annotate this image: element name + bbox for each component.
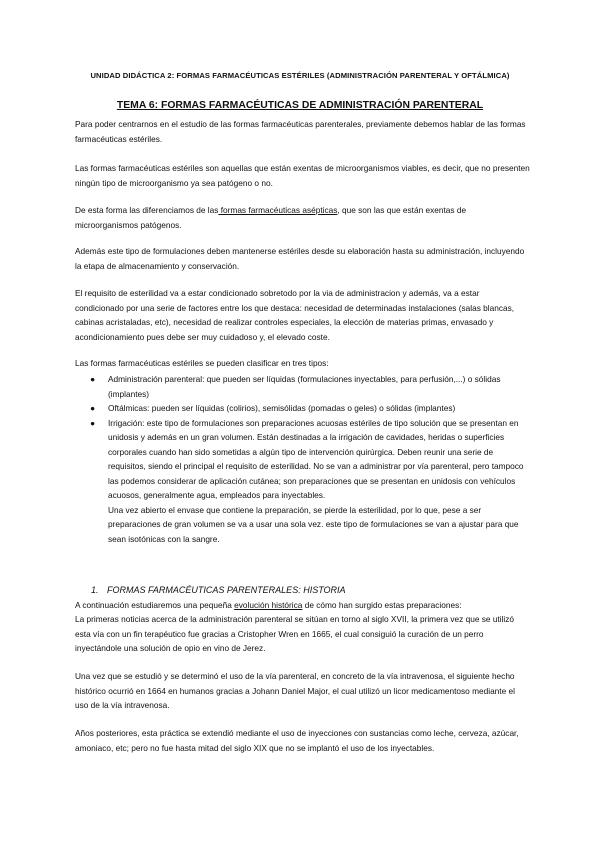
paragraph-maintenance: Además este tipo de formulaciones deben mantenerse estériles desde su elaboración hasta su administración, incluyendo la etapa de almacenamiento y conservación. (75, 246, 525, 271)
aseptic-text-after: , que son las que están exentas de microorganismos patógenos. (75, 205, 467, 230)
page-title: TEMA 6: FORMAS FARMACÉUTICAS DE ADMINISTRACIÓN PARENTERAL (116, 100, 484, 111)
bullet-icon: ● (90, 403, 96, 413)
list-item-text: Administración parenteral: que pueden ser líquidas (formulaciones inyectables, para perfusión,...) o sólidas (implantes) (108, 374, 501, 399)
paragraph-sterile-definition: Las formas farmacéuticas estériles son aquellas que están exentas de microorganismos viables, es decir, que no presenten ningún tipo de microorganismo ya sea patógeno o no. (75, 163, 530, 188)
history-text-after: de cómo han surgido estas preparaciones: (302, 600, 462, 610)
paragraph-sterility-requirement: El requisito de esterilidad va a estar condicionado sobretodo por la via de administracion y además, va a estar condicionado por una serie de factores entre los que destaca: necesidad de determinadas instalaciones (salas blancas, cabinas acristaladas, etc), necesidad de realizar controles especiales, la elección de materias primas, envasado y acondicionamiento pues debe ser muy cuidadoso y, el elevado coste. (75, 288, 515, 342)
list-item-text: Irrigación: este tipo de formulaciones son preparaciones acuosas estériles de tipo solución que se presentan en unidosis y además en un gran volumen. Están destinadas a la irrigación de cavidades, heridas o superficies corporales cuando han sido sometidas a algún tipo de intervención quirúrgica. Deben reunir una serie de requisitos, siendo el principal el requisito de esterilidad. No se van a administrar por vía parenteral, pero tampoco las podemos considerar de aplicación cutánea; son preparaciones que se presentan en unidosis con vehículos acuosos, generalmente agua, empleados para inyectables. (108, 417, 524, 500)
paragraph-classification: Las formas farmacéuticas estériles se pueden clasificar en tres tipos: (75, 358, 329, 368)
bullet-icon: ● (90, 374, 96, 384)
unit-header: UNIDAD DIDÁCTICA 2: FORMAS FARMACÉUTICAS ESTÉRILES (ADMINISTRACIÓN PARENTERAL Y OFTÁLMICA) (90, 71, 510, 80)
paragraph-history-later: Años posteriores, esta práctica se extendió mediante el uso de inyecciones con sustancias como leche, cerveza, azúcar, amoniaco, etc; pero no fue hasta mitad del siglo XIX que no se implantó el uso de los inyectables. (75, 728, 519, 753)
history-term: evolución histórica (234, 600, 303, 610)
section-heading (91, 583, 531, 598)
section-number: 1. (91, 585, 99, 595)
history-text-before: A continuación estudiaremos una pequeña (75, 600, 235, 610)
list-item (90, 416, 530, 547)
section-title: FORMAS FARMACÉUTICAS PARENTERALES: HISTORIA (107, 585, 346, 595)
list-item (90, 401, 530, 416)
classification-list (90, 372, 530, 546)
aseptic-text-before: De esta forma las diferenciamos de las (75, 205, 219, 215)
paragraph-intro: Para poder centrarnos en el estudio de las formas farmacéuticas parenterales, previamente debemos hablar de las formas farmacéuticas estériles. (75, 119, 526, 144)
list-item-text: Oftálmicas: pueden ser líquidas (colirios), semisólidas (pomadas o geles) o sólidas (implantes) (108, 403, 456, 413)
list-item (90, 372, 530, 401)
list-item-extra-text: Una vez abierto el envase que contiene la preparación, se pierde la esterilidad, por lo que, pese a ser preparaciones de gran volumen se va a usar una sola vez. este tipo de formulaciones se van a ajustar para que sean isotónicas con la sangre. (108, 504, 519, 544)
paragraph-history-intravenous: Una vez que se estudió y se determinó el uso de la vía parenteral, en concreto de la vía intravenosa, el siguiente hecho histórico ocurrió en 1664 en humanos gracias a Johann Daniel Major, el cual utilizó un licor medicamentoso mediante el uso de la vía intravenosa. (75, 671, 515, 710)
paragraph-aseptic (75, 203, 530, 232)
paragraph-history-intro (75, 598, 530, 613)
paragraph-history-first: La primeras noticias acerca de la administración parenteral se sitúan en torno al siglo XVII, la primera vez que se utilizó esta vía con un fin terapéutico fue gracias a Cristopher Wren en 1665, el cual consiguió la curación de un perro inyectándole una solución de opio en vino de Jerez. (75, 614, 515, 653)
aseptic-term: formas farmacéuticas asépticas (218, 205, 338, 215)
bullet-icon: ● (90, 417, 96, 428)
